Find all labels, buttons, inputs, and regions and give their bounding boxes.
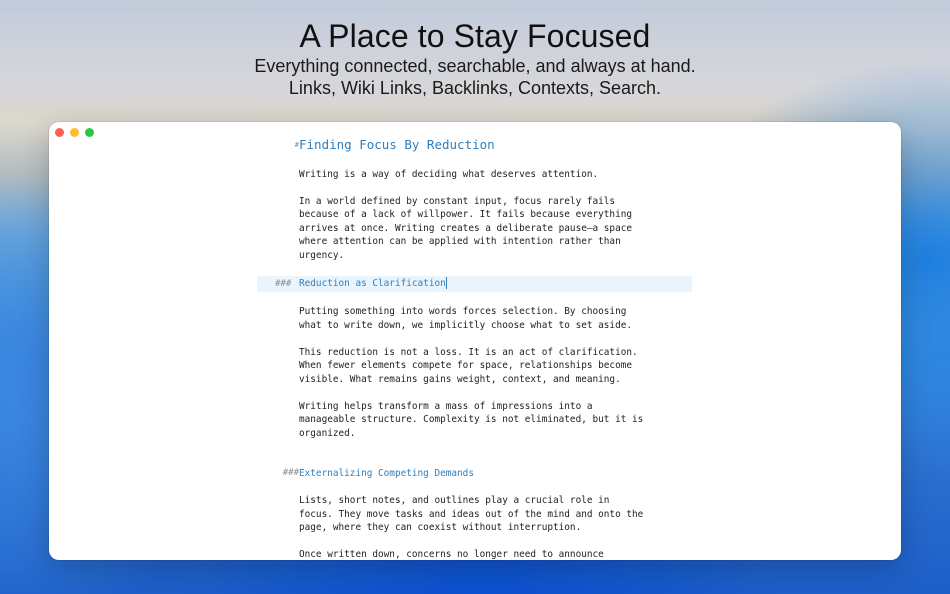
paragraph-line[interactable]: This reduction is not a loss. It is an act of clarification. — [299, 346, 638, 358]
paragraph-line[interactable]: In a world defined by constant input, focus rarely fails — [299, 195, 616, 207]
paragraph-line[interactable]: organized. — [299, 427, 356, 439]
hero-subtitle-line-1: Everything connected, searchable, and always at hand. — [254, 56, 696, 76]
markdown-editor[interactable] — [49, 136, 901, 560]
paragraph-line[interactable]: urgency. — [299, 249, 345, 261]
heading-marker: ### — [275, 278, 292, 289]
paragraph-line[interactable]: Lists, short notes, and outlines play a crucial role in — [299, 495, 610, 506]
heading-3[interactable] — [49, 467, 901, 481]
heading-marker: ### — [282, 468, 299, 478]
paragraph-line[interactable]: what to write down, we implicitly choose what to set aside. — [299, 319, 633, 331]
paragraph-line[interactable]: Writing helps transform a mass of impressions into a — [299, 400, 593, 412]
paragraph-line[interactable]: arrives at once. Writing creates a deliberate pause—a space — [299, 222, 633, 234]
hero-banner — [0, 0, 950, 99]
paragraph-line[interactable]: Putting something into words forces selection. By choosing — [299, 306, 627, 317]
hero-title: A Place to Stay Focused — [299, 18, 651, 54]
paragraph-line[interactable]: focus. They move tasks and ideas out of the mind and onto the — [299, 508, 644, 520]
paragraph-line[interactable]: visible. What remains gains weight, context, and meaning. — [299, 373, 621, 385]
paragraph-line[interactable]: Once written down, concerns no longer need to announce — [299, 549, 604, 560]
text-cursor — [446, 277, 447, 289]
heading-1[interactable] — [49, 136, 901, 154]
paragraph-line[interactable]: because of a lack of willpower. It fails because everything — [299, 209, 633, 220]
heading-text: Externalizing Competing Demands — [299, 468, 474, 479]
heading-marker: # — [294, 141, 299, 149]
heading-3-active-line[interactable] — [257, 276, 692, 292]
paragraph-line[interactable]: Writing is a way of deciding what deserves attention. — [299, 168, 599, 180]
paragraph-line[interactable]: page, where they can coexist without interruption. — [299, 522, 582, 533]
paragraph-line[interactable]: where attention can be applied with intention rather than — [299, 236, 621, 247]
heading-text: Reduction as Clarification — [299, 277, 446, 289]
editor-window — [49, 122, 901, 560]
paragraph-line[interactable]: When fewer elements compete for space, relationships become — [299, 360, 633, 371]
hero-subtitle-line-2: Links, Wiki Links, Backlinks, Contexts, Search. — [288, 78, 662, 98]
paragraph-line[interactable]: manageable structure. Complexity is not eliminated, but it is — [299, 414, 644, 425]
heading-text: Finding Focus By Reduction — [299, 137, 495, 152]
